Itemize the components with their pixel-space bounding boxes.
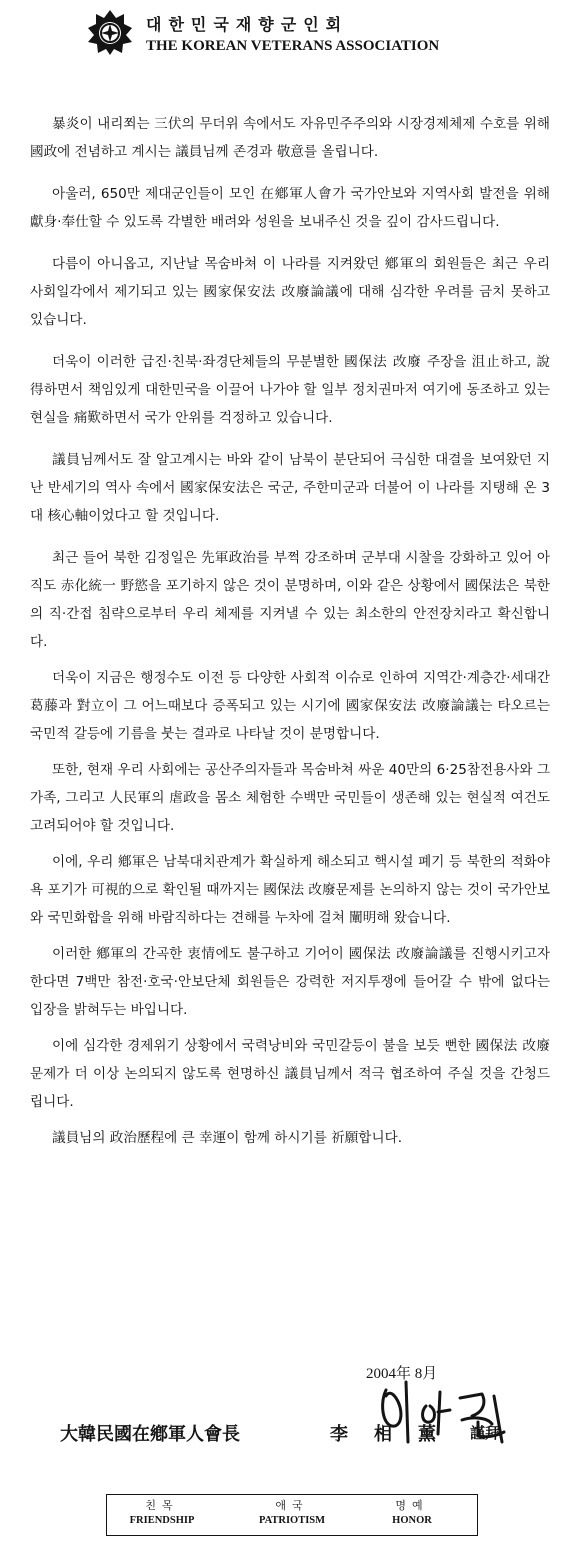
letter-body bbox=[30, 110, 550, 1160]
paragraph: 이에, 우리 鄕軍은 남북대치관계가 확실하게 해소되고 핵시설 폐기 등 북한의 적화야욕 포기가 可視的으로 확인될 때까지는 國保法 改廢문제를 논의하지 않는 것이 국가안보와 국민화합을 위해 바람직하다는 견해를 누차에 걸쳐 闡明해 왔습니다. bbox=[30, 854, 550, 926]
motto-ko-label: 명예 bbox=[395, 1499, 429, 1512]
motto-friendship bbox=[107, 1499, 217, 1529]
motto-honor bbox=[357, 1499, 467, 1529]
paragraph: 최근 들어 북한 김정일은 先軍政治를 부쩍 강조하며 군부대 시찰을 강화하고 있어 아직도 赤化統一 野慾을 포기하지 않은 것이 분명하며, 이와 같은 상황에서 國保法은 북한의 직·간접 침략으로부터 우리 체제를 지켜낼 수 있는 최소한의 안전장치라고 확신합니다. bbox=[30, 550, 550, 650]
motto-en-label: FRIENDSHIP bbox=[129, 1515, 195, 1526]
sender-name: 李相薰 bbox=[330, 1424, 462, 1445]
motto-en-label: HONOR bbox=[392, 1515, 432, 1526]
veterans-emblem-icon bbox=[86, 8, 134, 56]
paragraph: 아울러, 650만 제대군인들이 모인 在鄕軍人會가 국가안보와 지역사회 발전을 위해 獻身·奉仕할 수 있도록 각별한 배려와 성원을 보내주신 것을 깊이 감사드립니다. bbox=[30, 186, 550, 230]
paragraph: 議員님의 政治歷程에 큰 幸運이 함께 하시기를 祈願합니다. bbox=[52, 1130, 403, 1146]
motto-box bbox=[106, 1494, 478, 1536]
paragraph: 이에 심각한 경제위기 상황에서 국력낭비와 국민갈등이 불을 보듯 뻔한 國保法 改廢 문제가 더 이상 논의되지 않도록 현명하신 議員님께서 적극 협조하여 주실 것을 간청드립니다. bbox=[30, 1038, 550, 1110]
letterhead bbox=[86, 8, 506, 58]
org-name-korean: 대한민국재향군인회 bbox=[146, 15, 349, 34]
motto-ko-label: 친목 bbox=[145, 1499, 179, 1512]
paragraph: 이러한 鄕軍의 간곡한 衷情에도 불구하고 기어이 國保法 改廢論議를 진행시키고자 한다면 7백만 참전·호국·안보단체 회원들은 강력한 저지투쟁에 들어갈 수 밖에 없다는 입장을 밝혀두는 바입니다. bbox=[30, 946, 550, 1018]
paragraph: 또한, 현재 우리 사회에는 공산주의자들과 목숨바쳐 싸운 40만의 6·25참전용사와 그 가족, 그리고 人民軍의 虐政을 몸소 체험한 수백만 국민들이 생존해 있는 현실적 여건도 고려되어야 할 것입니다. bbox=[30, 762, 550, 834]
closing-salutation: 謹拜 bbox=[470, 1424, 501, 1442]
motto-en-label: PATRIOTISM bbox=[258, 1515, 326, 1526]
sender-title: 大韓民國在鄕軍人會長 bbox=[60, 1424, 240, 1445]
paragraph: 暴炎이 내리쬐는 三伏의 무더위 속에서도 자유민주주의와 시장경제체제 수호를 위해 國政에 전념하고 계시는 議員님께 존경과 敬意를 올립니다. bbox=[30, 116, 550, 160]
paragraph: 議員님께서도 잘 알고계시는 바와 같이 남북이 분단되어 극심한 대결을 보여왔던 지난 반세기의 역사 속에서 國家保安法은 국군, 주한미군과 더불어 이 나라를 지탱해 온 3대 核心軸이었다고 할 것입니다. bbox=[30, 452, 550, 524]
paragraph: 다름이 아니옵고, 지난날 목숨바쳐 이 나라를 지켜왔던 鄕軍의 회원들은 최근 우리 사회일각에서 제기되고 있는 國家保安法 改廢論議에 대해 심각한 우려를 금치 못하고 있습니다. bbox=[30, 256, 550, 328]
motto-ko-label: 애국 bbox=[275, 1499, 309, 1512]
sender-block bbox=[60, 1420, 540, 1450]
paragraph: 더욱이 지금은 행정수도 이전 등 다양한 사회적 이슈로 인하여 지역간·계층간·세대간 葛藤과 對立이 그 어느때보다 증폭되고 있는 시기에 國家保安法 改廢論議는 타오르는 국민적 갈등에 기름을 붓는 결과로 나타날 것이 분명합니다. bbox=[30, 670, 550, 742]
letter-date: 2004年 8月 bbox=[366, 1366, 438, 1382]
org-name-english: THE KOREAN VETERANS ASSOCIATION bbox=[146, 38, 440, 54]
motto-patriotism bbox=[237, 1499, 347, 1529]
paragraph: 더욱이 이러한 급진·친북·좌경단체들의 무분별한 國保法 改廢 주장을 沮止하고, 說得하면서 책임있게 대한민국을 이끌어 나가야 할 일부 정치권마저 여기에 동조하고 있는 현실을 痛歎하면서 국가 안위를 걱정하고 있습니다. bbox=[30, 354, 550, 426]
